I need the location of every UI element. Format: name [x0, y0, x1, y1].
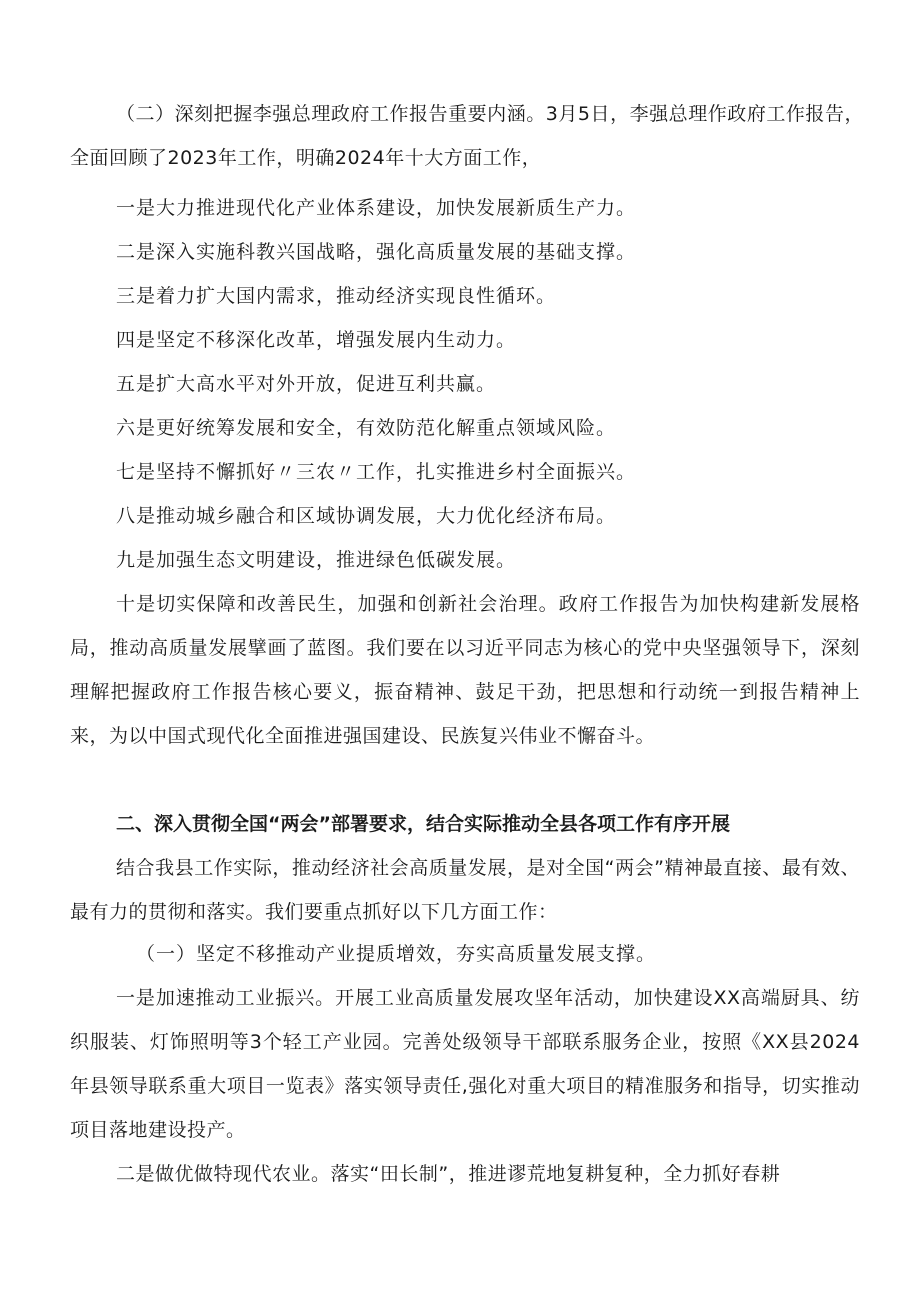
paragraph-sub2: （二）深刻把握李强总理政府工作报告重要内涵。3月5日，李强总理作政府工作报告，全面回顾了2023年工作，明确2024年十大方面工作， [70, 103, 864, 169]
paragraph-point-2: 二是做优做特现代农业。落实“田长制”，推进谬荒地复耕复种，全力抓好春耕 [116, 1163, 781, 1185]
paragraph-item-10: 十是切实保障和改善民生，加强和创新社会治理。政府工作报告为加快构建新发展格局，推动高质量发展擘画了蓝图。我们要在以习近平同志为核心的党中央坚强领导下，深刻理解把握政府工作报告核心要义，振奋精神、鼓足干劲，把思想和行动统一到报告精神上来，为以中国式现代化全面推进强国建设、民族复兴伟业不懈奋斗。 [70, 593, 860, 747]
list-item-6: 六是更好统筹发展和安全，有效防范化解重点领域风险。 [116, 417, 617, 439]
list-item-7: 七是坚持不懈抓好〃三农〃工作，扎实推进乡村全面振兴。 [116, 461, 637, 483]
subsection-title: （一）坚定不移推动产业提质增效，夯实高质量发展支撑。 [136, 943, 657, 965]
list-item-4: 四是坚定不移深化改革，增强发展内生动力。 [116, 329, 517, 351]
list-item-5: 五是扩大高水平对外开放，促进互利共赢。 [116, 373, 497, 395]
list-item-1: 一是大力推进现代化产业体系建设，加快发展新质生产力。 [116, 197, 637, 219]
list-item-8: 八是推动城乡融合和区域协调发展，大力优化经济布局。 [116, 505, 617, 527]
list-item-3: 三是着力扩大国内需求，推动经济实现良性循环。 [116, 285, 557, 307]
list-item-2: 二是深入实施科教兴国战略，强化高质量发展的基础支撑。 [116, 241, 637, 263]
section-heading: 二、深入贯彻全国“两会”部署要求，结合实际推动全县各项工作有序开展 [116, 813, 730, 835]
paragraph-point-1: 一是加速推动工业振兴。开展工业高质量发展攻坚年活动，加快建设XX高端厨具、纺织服装、灯饰照明等3个轻工产业园。完善处级领导干部联系服务企业，按照《XX县2024年县领导联系重大项目一览表》落实领导责任,强化对重大项目的精准服务和指导，切实推动项目落地建设投产。 [70, 987, 860, 1141]
list-item-9: 九是加强生态文明建设，推进绿色低碳发展。 [116, 549, 517, 571]
paragraph-intro: 结合我县工作实际，推动经济社会高质量发展，是对全国“两会”精神最直接、最有效、最有力的贯彻和落实。我们要重点抓好以下几方面工作： [70, 857, 860, 923]
